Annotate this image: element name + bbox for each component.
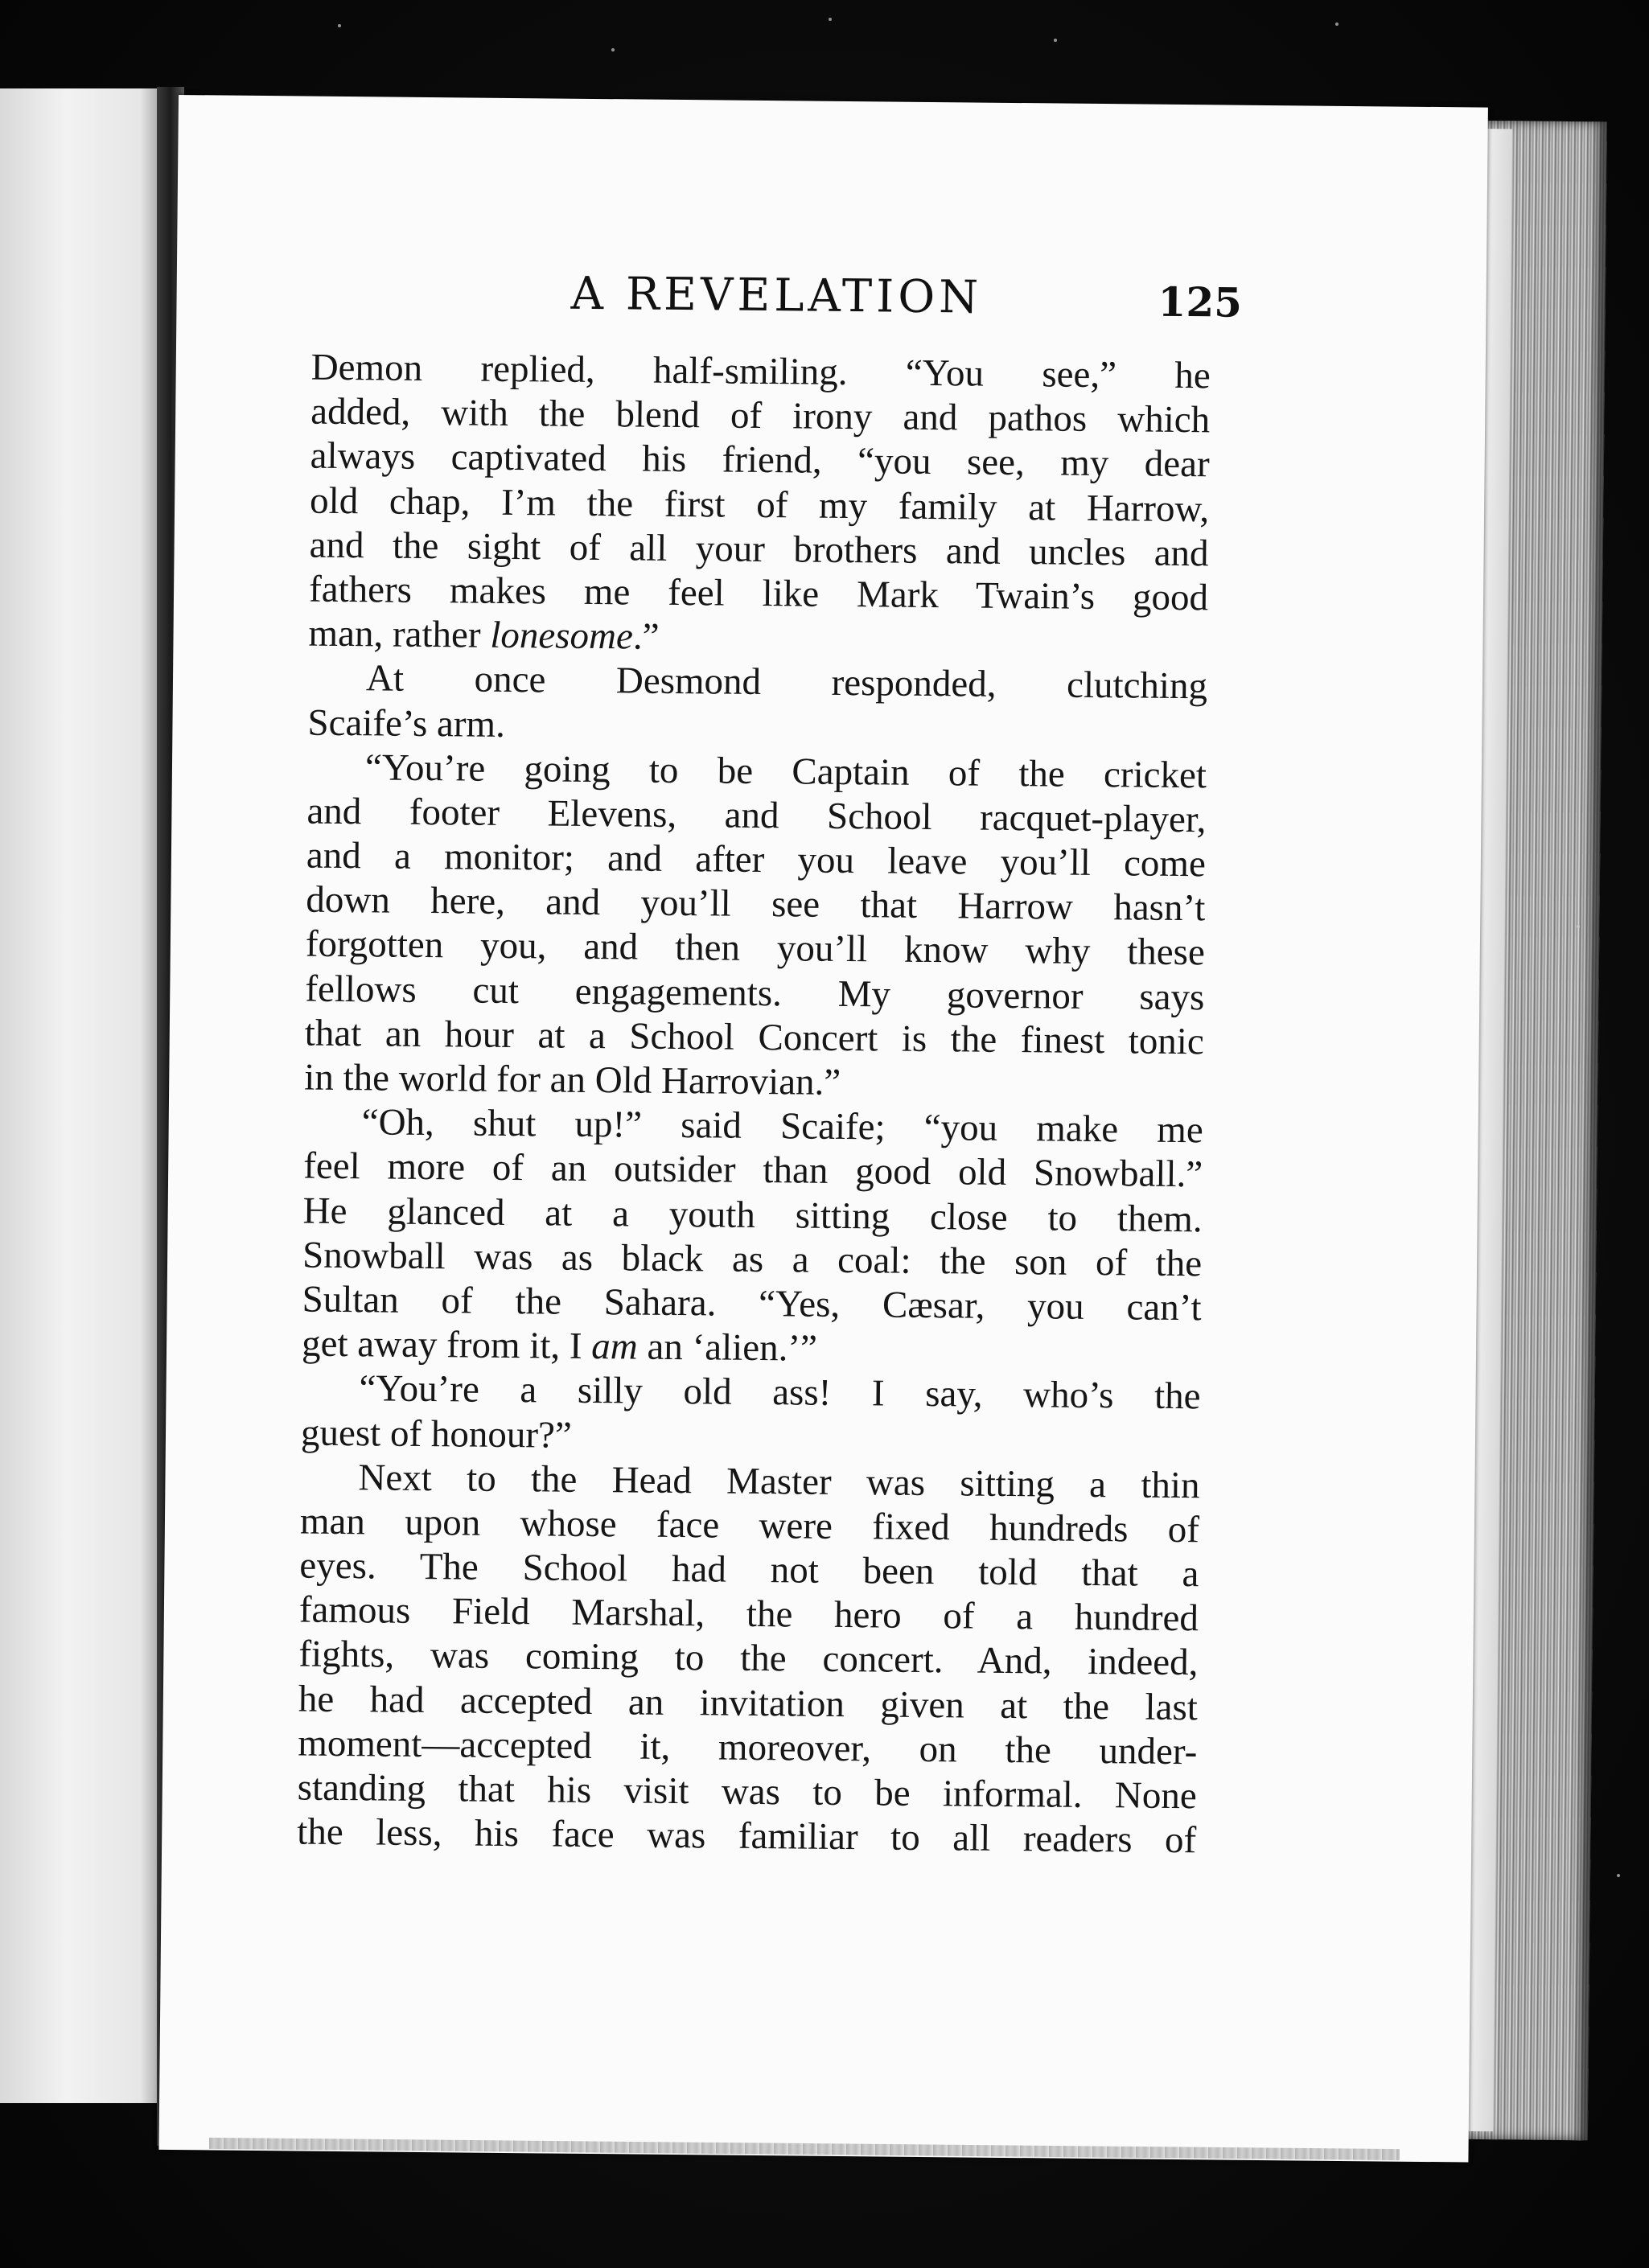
running-head [176,264,1496,349]
book-page [158,95,1487,2163]
dust-speck [1617,1874,1620,1877]
text-line: “Oh, shut up!” said Scaife; “you make me [361,1101,1203,1152]
text-line: Scaife’s arm. [307,701,506,746]
text-line: man, rather lonesome.” [308,612,660,658]
text-line: Snowball was as black as a coal: the son of the [302,1234,1203,1285]
dust-speck [611,48,615,51]
text-line: eyes. The School had not been told that a [299,1544,1199,1596]
text-line: Next to the Head Master was sitting a thin [358,1456,1200,1506]
italic-word: lonesome [490,614,634,658]
dust-speck [1577,925,1580,928]
text-line: and footer Elevens, and School racquet-player, [306,790,1207,841]
text-line: moment—accepted it, moreover, on the under- [298,1722,1198,1773]
text-line: standing that his visit was to be informal. None [297,1766,1198,1818]
text-line: that an hour at a School Concert is the finest tonic [304,1012,1205,1063]
dust-speck [1335,23,1339,26]
text-line: and the sight of all your brothers and uncles and [309,524,1209,575]
text-line: “You’re going to be Captain of the cricket [364,746,1207,796]
text-line: old chap, I’m the first of my family at Harrow, [309,479,1210,530]
text-line: the less, his face was familiar to all readers of [297,1810,1197,1862]
text-line: fights, was coming to the concert. And, indeed, [298,1633,1199,1684]
left-page-edge [0,88,165,2103]
text-line: in the world for an Old Harrovian.” [304,1056,841,1103]
text-line: man upon whose face were fixed hundreds of [299,1500,1200,1551]
text-line: and a monitor; and after you leave you’ll come [306,834,1207,885]
dust-speck [1054,39,1057,42]
text-line: feel more of an outsider than good old Snowball.” [302,1144,1203,1196]
text-line: he had accepted an invitation given at the last [298,1678,1199,1728]
text-line: He glanced at a youth sitting close to them. [302,1189,1203,1240]
text-line: “You’re a silly old ass! I say, who’s the [359,1367,1201,1418]
text-line: Demon replied, half-smiling. “You see,” he [310,346,1211,397]
text-line: get away from it, I am an ‘alien.’” [301,1322,818,1370]
chapter-title: A REVELATION [570,267,983,324]
text-line: down here, and you’ll see that Harrow hasn’t [306,878,1206,930]
page-number: 125 [1158,277,1243,327]
body-text [297,346,1211,1863]
text-line: famous Field Marshal, the hero of a hundred [298,1588,1199,1640]
text-line: forgotten you, and then you’ll know why these [305,923,1206,974]
text-line: At once Desmond responded, clutching [365,657,1208,708]
text-line: guest of honour?” [300,1411,573,1457]
text-line: fellows cut engagements. My governor says [305,968,1205,1018]
text-line: fathers makes me feel like Mark Twain’s good [308,568,1209,619]
dust-speck [338,24,341,27]
text-line: Sultan of the Sahara. “Yes, Cæsar, you can’t [302,1278,1202,1329]
italic-word: am [591,1325,639,1368]
text-line: always captivated his friend, “you see, my dear [310,434,1210,486]
dust-speck [829,18,832,21]
text-line: added, with the blend of irony and pathos which [310,390,1211,442]
